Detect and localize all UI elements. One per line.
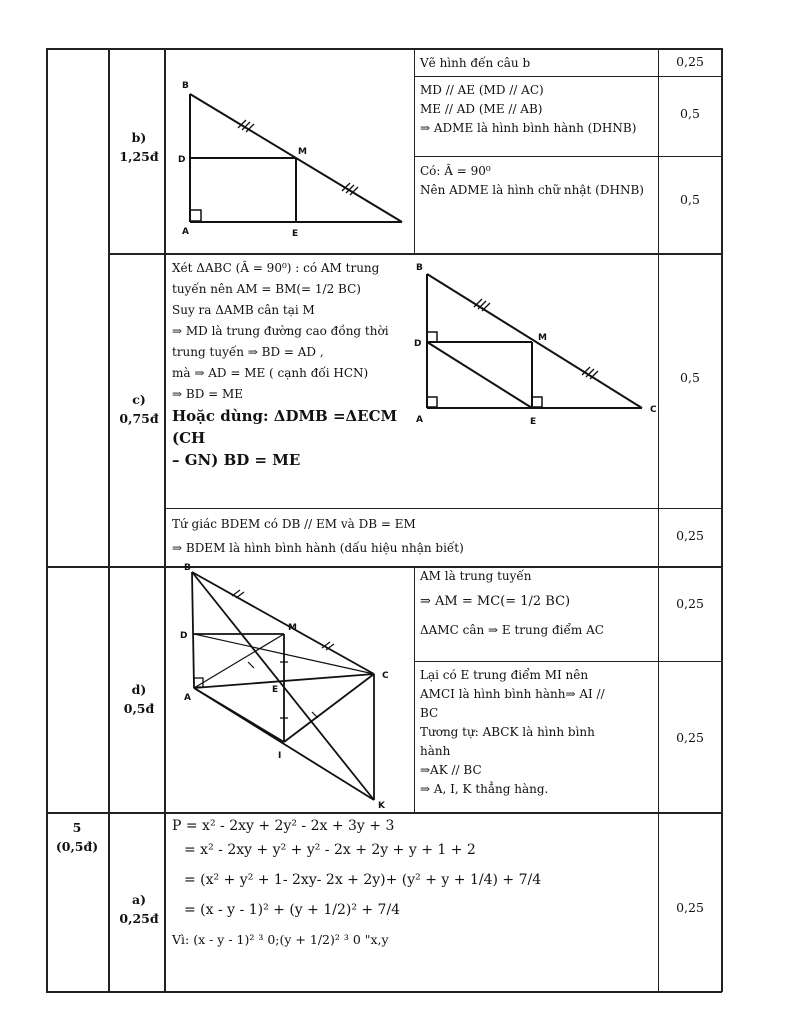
part-b-label: b) 1,25đ [119,130,159,164]
label-a: A [184,693,191,703]
label-b: B [184,563,191,573]
step-b3: Có: Â = 90⁰ Nên ADME là hình chữ nhật (DHNB) [420,164,644,197]
score-5a: 0,25 [676,900,704,915]
label-m: M [288,623,297,633]
step-c2: Tứ giác BDEM có DB // EM và DB = EM ⇒ BDEM là hình bình hành (dấu hiệu nhận biết) [172,517,464,555]
figure-c [412,260,662,430]
question-5-label: 5 (0,5đ) [55,820,99,854]
label-i: I [278,751,282,761]
label-c: C [650,405,657,415]
label-a: A [182,227,189,237]
label-b: B [182,81,189,91]
score-c2: 0,25 [676,528,704,543]
q5-working: P = x² - 2xy + 2y² - 2x + 3y + 3 = x² - 2xy + y² + y² - 2x + 2y + y + 1 + 2 = (x² + y² + 1- 2xy- 2x + 2y)+ (y² + y + 1/4) + 7/4 = (x - y - 1)² + (y + 1/2)² + 7/4 Vì: (x - y - 1)² ³ 0;(y + 1/2)² ³ 0 "x,y [172,818,542,947]
figure-b [170,70,410,240]
label-d: D [414,339,422,349]
step-b1: Vẽ hình đến câu b [420,56,531,70]
step-b2: MD // AE (MD // AC) ME // AD (ME // AB) ⇒ ADME là hình bình hành (DHNB) [420,83,637,135]
label-c: C [382,671,389,681]
score-d1: 0,25 [676,596,704,611]
label-e: E [272,685,279,695]
label-k: K [378,801,385,810]
label-m: M [298,147,307,157]
label-a: A [416,415,423,425]
score-c1: 0,5 [680,370,700,385]
label-e: E [530,417,537,427]
score-b3: 0,5 [680,192,700,207]
step-d2: Lại có E trung điểm MI nên AMCI là hình bình hành⇒ AI // BC Tương tự: ABCK là hình bình hành ⇒AK // BC ⇒ A, I, K thẳng hàng. [420,668,605,796]
score-d2: 0,25 [676,730,704,745]
score-b1: 0,25 [676,54,704,69]
part-5a-label: a) 0,25đ [119,892,159,926]
part-d-label: d) 0,5đ [123,682,155,716]
score-b2: 0,5 [680,106,700,121]
label-b: B [416,263,423,273]
label-m: M [538,333,547,343]
part-c-label: c) 0,75đ [119,392,159,426]
label-d: D [180,631,188,641]
label-e: E [292,229,299,239]
label-d: D [178,155,186,165]
figure-d [172,562,408,810]
step-c-text: Xét ΔABC (Â = 90⁰) : có AM trung tuyến nên AM = BM(= 1/2 BC) Suy ra ΔAMB cân tại M ⇒ MD là trung đường cao đồng thời trung tuyến ⇒ BD = AD , mà ⇒ AD = ME ( cạnh đối HCN) ⇒ BD = ME Hoặc dùng: ΔDMB =ΔECM (CH – GN) BD = ME [172,261,398,469]
step-d1: AM là trung tuyến ⇒ AM = MC(= 1/2 BC) ΔAMC cân ⇒ E trung điểm AC [420,569,604,637]
